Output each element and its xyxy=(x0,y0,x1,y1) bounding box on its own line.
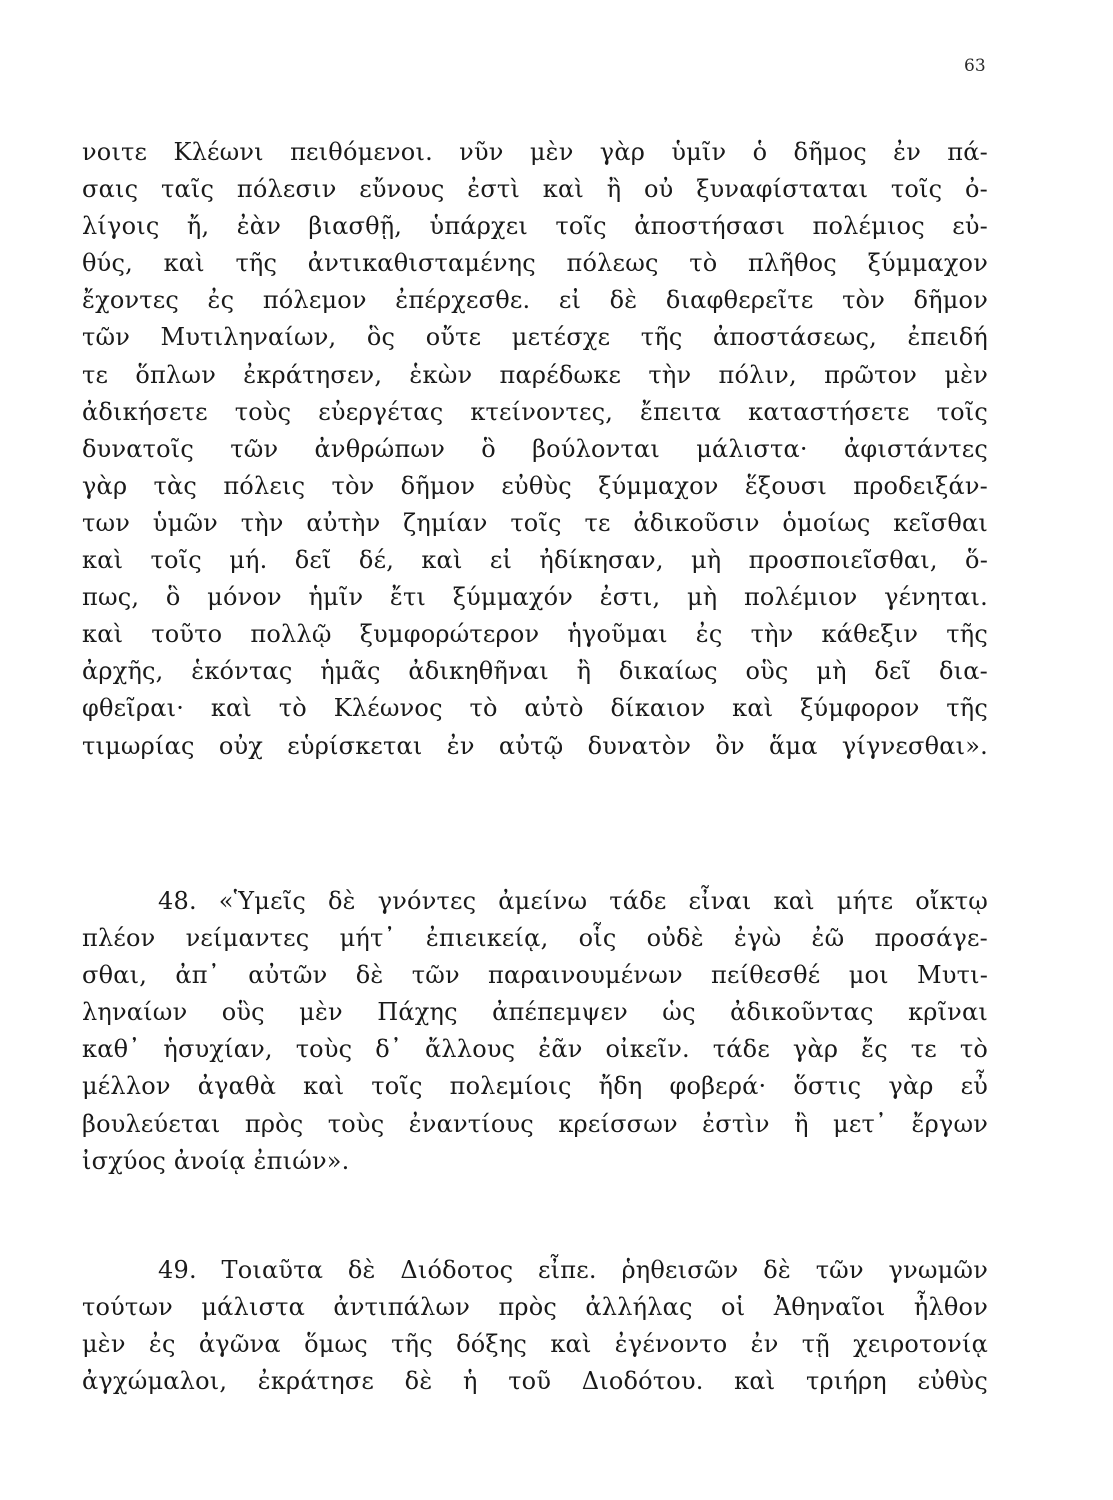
text-line: θύς, καὶ τῆς ἀντικαθισταμένης πόλεως τὸ πλῆθος ξύμμαχον xyxy=(82,249,988,278)
text-line: των ὑμῶν τὴν αὐτὴν ζημίαν τοῖς τε ἀδικοῦσιν ὁμοίως κεῖσθαι xyxy=(82,508,988,537)
paragraph-continuation xyxy=(82,134,988,765)
paragraph-48 xyxy=(82,883,988,1180)
text-line: φθεῖραι· καὶ τὸ Κλέωνος τὸ αὐτὸ δίκαιον καὶ ξύμφορον τῆς xyxy=(82,694,988,723)
text-line: 48. «Ὑμεῖς δὲ γνόντες ἀμείνω τάδε εἶναι καὶ μήτε οἴκτῳ xyxy=(158,887,988,915)
text-line: ἰσχύος ἀνοίᾳ ἐπιών». xyxy=(82,1146,350,1175)
text-line: δυνατοῖς τῶν ἀνθρώπων ὃ βούλονται μάλιστα· ἀφιστάντες xyxy=(82,434,988,463)
text-line: μέλλον ἀγαθὰ καὶ τοῖς πολεμίοις ἤδη φοβερά· ὅστις γὰρ εὖ xyxy=(82,1072,988,1101)
text-line: μὲν ἐς ἀγῶνα ὅμως τῆς δόξης καὶ ἐγένοντο ἐν τῇ χειροτονίᾳ xyxy=(82,1330,988,1359)
text-line: τιμωρίας οὐχ εὑρίσκεται ἐν αὐτῷ δυνατὸν ὂν ἅμα γίγνεσθαι». xyxy=(82,731,988,760)
text-line: σαις ταῖς πόλεσιν εὔνους ἐστὶ καὶ ἢ οὐ ξυναφίσταται τοῖς ὀ- xyxy=(82,175,988,204)
paragraph-49 xyxy=(82,1252,988,1400)
text-line: καὶ τοῖς μή. δεῖ δέ, καὶ εἰ ἠδίκησαν, μὴ προσποιεῖσθαι, ὅ- xyxy=(82,546,988,575)
text-line: πως, ὃ μόνον ἡμῖν ἔτι ξύμμαχόν ἐστι, μὴ πολέμιον γένηται. xyxy=(82,583,988,612)
text-line: καὶ τοῦτο πολλῷ ξυμφορώτερον ἡγοῦμαι ἐς τὴν κάθεξιν τῆς xyxy=(82,620,988,649)
text-line: λίγοις ἤ, ἐὰν βιασθῇ, ὑπάρχει τοῖς ἀποστήσασι πολέμιος εὐ- xyxy=(82,212,988,241)
text-line: ληναίων οὓς μὲν Πάχης ἀπέπεμψεν ὡς ἀδικοῦντας κρῖναι xyxy=(82,998,988,1027)
text-line: τῶν Μυτιληναίων, ὃς οὔτε μετέσχε τῆς ἀποστάσεως, ἐπειδή xyxy=(82,323,988,352)
text-line: ἀγχώμαλοι, ἐκράτησε δὲ ἡ τοῦ Διοδότου. καὶ τριήρη εὐθὺς xyxy=(82,1367,988,1396)
text-line: νοιτε Κλέωνι πειθόμενοι. νῦν μὲν γὰρ ὑμῖν ὁ δῆμος ἐν πά- xyxy=(82,138,988,166)
text-line: τε ὅπλων ἐκράτησεν, ἑκὼν παρέδωκε τὴν πόλιν, πρῶτον μὲν xyxy=(82,360,988,389)
text-line: 49. Τοιαῦτα δὲ Διόδοτος εἶπε. ῥηθεισῶν δὲ τῶν γνωμῶν xyxy=(158,1256,988,1284)
text-line: ἀδικήσετε τοὺς εὐεργέτας κτείνοντες, ἔπειτα καταστήσετε τοῖς xyxy=(82,397,988,426)
text-line: τούτων μάλιστα ἀντιπάλων πρὸς ἀλλήλας οἱ Ἀθηναῖοι ἦλθον xyxy=(82,1293,988,1322)
text-line: γὰρ τὰς πόλεις τὸν δῆμον εὐθὺς ξύμμαχον ἕξουσι προδειξάν- xyxy=(82,471,988,500)
text-line: ἀρχῆς, ἑκόντας ἡμᾶς ἀδικηθῆναι ἢ δικαίως οὓς μὴ δεῖ δια- xyxy=(82,657,988,686)
text-line: ἔχοντες ἐς πόλεμον ἐπέρχεσθε. εἰ δὲ διαφθερεῖτε τὸν δῆμον xyxy=(82,286,988,315)
text-line: βουλεύεται πρὸς τοὺς ἐναντίους κρείσσων ἐστὶν ἢ μετ᾽ ἔργων xyxy=(82,1109,988,1138)
text-line: πλέον νείμαντες μήτ᾽ ἐπιεικείᾳ, οἷς οὐδὲ ἐγὼ ἐῶ προσάγε- xyxy=(82,924,988,953)
page-number: 63 xyxy=(964,56,986,76)
text-line: καθ᾽ ἡσυχίαν, τοὺς δ᾽ ἄλλους ἐᾶν οἰκεῖν. τάδε γὰρ ἔς τε τὸ xyxy=(82,1035,988,1064)
text-line: σθαι, ἀπ᾽ αὐτῶν δὲ τῶν παραινουμένων πείθεσθέ μοι Μυτι- xyxy=(82,961,988,990)
